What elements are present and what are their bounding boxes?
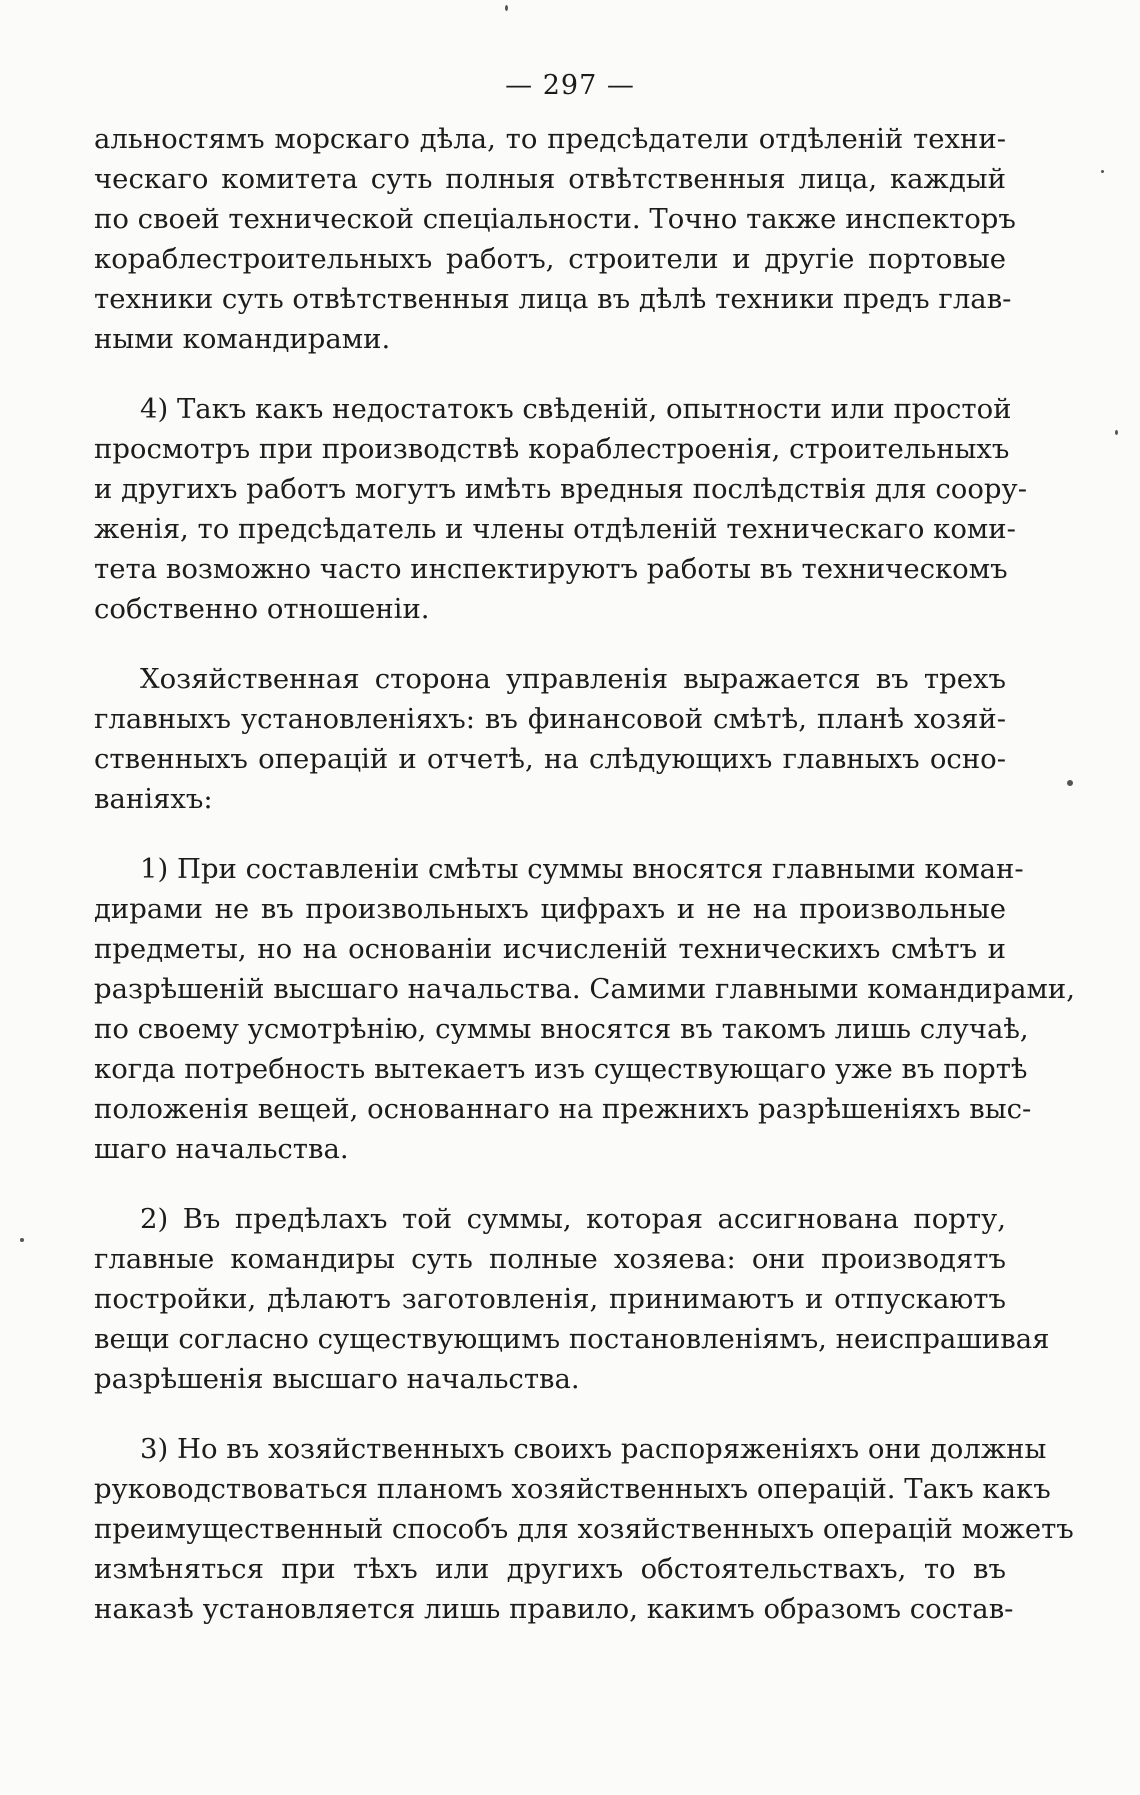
text-line: главныхъ установленіяхъ: въ финансовой смѣтѣ, планѣ хозяй- <box>94 703 1006 735</box>
text-line: измѣняться при тѣхъ или другихъ обстоятельствахъ, то въ <box>94 1553 1006 1585</box>
text-line: и другихъ работъ могутъ имѣть вредныя послѣдствія для соору- <box>94 473 1027 505</box>
text-line: главные командиры суть полные хозяева: они производятъ <box>94 1243 1006 1275</box>
text-line: преимущественный способъ для хозяйственныхъ операцій можетъ <box>94 1513 1074 1545</box>
paragraph <box>94 119 1016 359</box>
text-line: положенія вещей, основаннаго на прежнихъ разрѣшеніяхъ выс- <box>94 1093 1032 1125</box>
text-line: тета возможно часто инспектируютъ работы въ техническомъ <box>94 553 1008 585</box>
text-line: просмотръ при производствѣ кораблестроенія, строительныхъ <box>94 433 1010 465</box>
text-line: по своей технической спеціальности. Точно также инспекторъ <box>94 203 1016 235</box>
paragraph <box>94 1429 1074 1629</box>
text-line: шаго начальства. <box>94 1133 349 1165</box>
scan-speck <box>1067 780 1073 786</box>
text-line: 2) Въ предѣлахъ той суммы, которая ассигнована порту, <box>140 1203 1006 1235</box>
text-line: руководствоваться планомъ хозяйственныхъ операцій. Такъ какъ <box>94 1473 1051 1505</box>
scan-speck <box>20 1238 24 1242</box>
paragraph <box>94 1199 1050 1399</box>
text-line: техники суть отвѣтственныя лица въ дѣлѣ техники предъ глав- <box>94 283 1012 315</box>
text-line: ческаго комитета суть полныя отвѣтственныя лица, каждый <box>94 163 1006 195</box>
document-page <box>94 70 1076 1750</box>
text-line: предметы, но на основаніи исчисленій техническихъ смѣтъ и <box>94 933 1006 965</box>
text-line: наказѣ установляется лишь правило, какимъ образомъ состав- <box>94 1593 1014 1625</box>
text-line: разрѣшенія высшаго начальства. <box>94 1363 580 1395</box>
text-line: по своему усмотрѣнію, суммы вносятся въ такомъ лишь случаѣ, <box>94 1013 1029 1045</box>
paragraph <box>94 659 1006 819</box>
text-line: Хозяйственная сторона управленія выражается въ трехъ <box>140 663 1006 695</box>
text-line: вещи согласно существующимъ постановленіямъ, неиспрашивая <box>94 1323 1050 1355</box>
scan-speck <box>505 5 508 11</box>
scan-speck <box>1101 170 1104 173</box>
text-line: ваніяхъ: <box>94 783 213 815</box>
paragraph <box>94 389 1027 629</box>
text-line: дирами не въ произвольныхъ цифрахъ и не на произвольные <box>94 893 1006 925</box>
text-line: постройки, дѣлаютъ заготовленія, принимаютъ и отпускаютъ <box>94 1283 1006 1315</box>
text-line: ственныхъ операцій и отчетѣ, на слѣдующихъ главныхъ осно- <box>94 743 1006 775</box>
paragraph <box>94 849 1076 1169</box>
text-line: 1) При составленіи смѣты суммы вносятся главными коман- <box>140 853 1024 885</box>
text-line: альностямъ морскаго дѣла, то предсѣдатели отдѣленій техни- <box>94 123 1006 155</box>
text-line: собственно отношеніи. <box>94 593 430 625</box>
page-number: — 297 — <box>505 70 635 101</box>
text-line: 4) Такъ какъ недостатокъ свѣденій, опытности или простой <box>140 393 1012 425</box>
text-line: когда потребность вытекаетъ изъ существующаго уже въ портѣ <box>94 1053 1028 1085</box>
text-line: ными командирами. <box>94 323 391 355</box>
scan-speck <box>1115 430 1118 435</box>
text-line: разрѣшеній высшаго начальства. Самими главными командирами, <box>94 973 1076 1005</box>
text-line: женія, то предсѣдатель и члены отдѣленій техническаго коми- <box>94 513 1016 545</box>
text-line: кораблестроительныхъ работъ, строители и другіе портовые <box>94 243 1006 275</box>
text-line: 3) Но въ хозяйственныхъ своихъ распоряженіяхъ они должны <box>140 1433 1047 1465</box>
